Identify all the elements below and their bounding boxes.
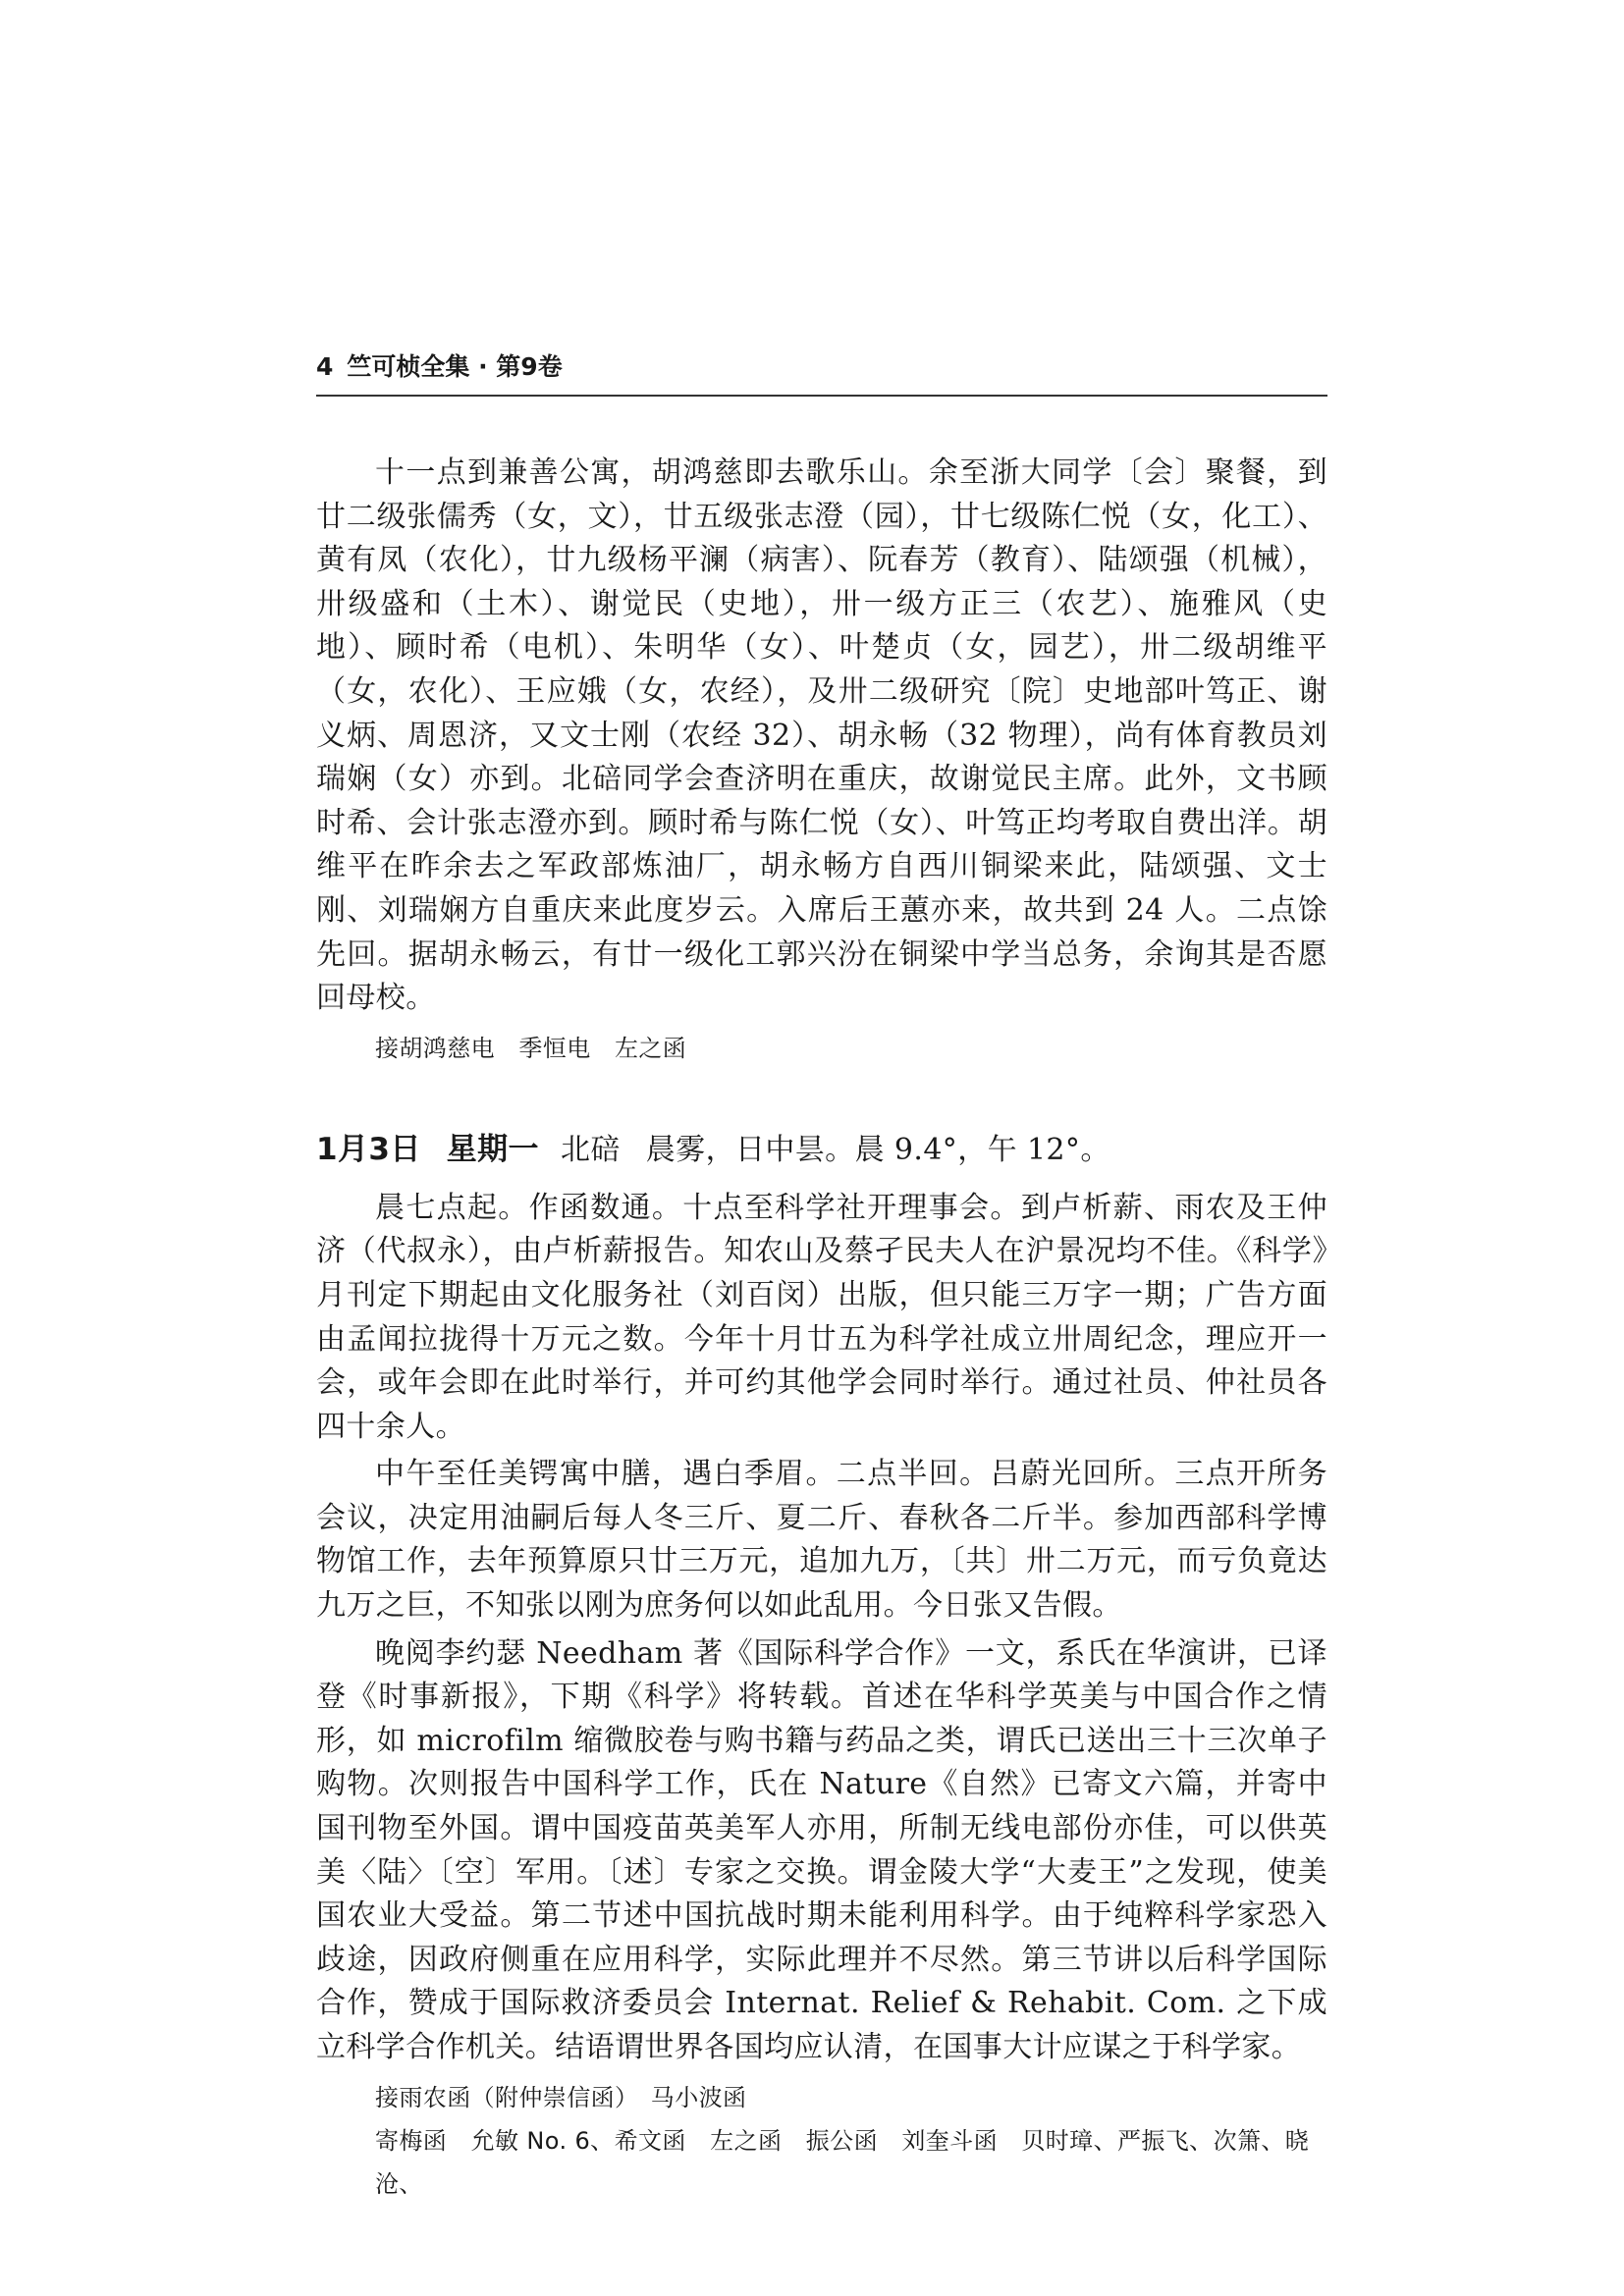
entry2-paragraph-1: 晨七点起。作函数通。十点至科学社开理事会。到卢析薪、雨农及王仲济（代叔永），由卢析薪报告。知农山及蔡孑民夫人在沪景况均不佳。《科学》月刊定下期起由文化服务社（刘百闵）出版，但只能三万字一期；广告方面由孟闻拉拢得十万元之数。今年十月廿五为科学社成立卅周纪念，理应开一会，或年会即在此时举行，并可约其他学会同时举行。通过社员、仲社员各四十余人。 <box>316 1190 1327 1444</box>
page-number: 4 <box>316 352 334 381</box>
running-header <box>316 346 1327 397</box>
entry2-place: 北碚 <box>560 1132 621 1167</box>
entry2-heading <box>316 1127 1327 1173</box>
entry2-received-note: 接雨农函（附仲崇信函） 马小波函 <box>375 2083 747 2111</box>
book-title: 竺可桢全集 · 第9卷 <box>347 352 563 381</box>
entry2-sent-note: 寄梅函 允敏 No. 6、希文函 左之函 振公函 刘奎斗函 贝时璋、严振飞、次箫、晓沧、 <box>375 2126 1310 2198</box>
entry2-weekday: 星期一 <box>446 1131 539 1167</box>
entry2-paragraph-3: 晚阅李约瑟 Needham 著《国际科学合作》一文，系氏在华演讲，已译登《时事新报》，下期《科学》将转载。首述在华科学英美与中国合作之情形，如 microfilm 缩微胶卷与购书籍与药品之类，谓氏已送出三十三次单子购物。次则报告中国科学工作，氏在 Nature《自然》已寄文六篇，并寄中国刊物至外国。谓中国疫苗英美军人亦用，所制无线电部份亦佳，可以供英美〈陆〉〔空〕军用。〔述〕专家之交换。谓金陵大学“大麦王”之发现，使美国农业大受益。第二节述中国抗战时期未能利用科学。由于纯粹科学家恐入歧途，因政府侧重在应用科学，实际此理并不尽然。第三节讲以后科学国际合作，赞成于国际救济委员会 Internat. Relief & Rehabit. Com. 之下成立科学合作机关。结语谓世界各国均应认清，在国事大计应谋之于科学家。 <box>316 1635 1327 2064</box>
entry1-correspondence-note: 接胡鸿慈电 季恒电 左之函 <box>375 1034 687 1062</box>
entry2-paragraph-2: 中午至任美锷寓中膳，遇白季眉。二点半回。吕蔚光回所。三点开所务会议，决定用油嗣后每人冬三斤、夏二斤、春秋各二斤半。参加西部科学博物馆工作，去年预算原只廿三万元，追加九万，〔共〕卅二万元，而亏负竟达九万之巨，不知张以刚为庶务何以如此乱用。今日张又告假。 <box>316 1457 1327 1624</box>
diary-body <box>316 452 1327 2206</box>
entry1-paragraph: 十一点到兼善公寓，胡鸿慈即去歌乐山。余至浙大同学〔会〕聚餐，到廿二级张儒秀（女，文），廿五级张志澄（园），廿七级陈仁悦（女，化工）、黄有凤（农化），廿九级杨平澜（病害）、阮春芳（教育）、陆颂强（机械），卅级盛和（土木）、谢觉民（史地），卅一级方正三（农艺）、施雅风（史地）、顾时希（电机）、朱明华（女）、叶楚贞（女，园艺），卅二级胡维平（女，农化）、王应娥（女，农经），及卅二级研究〔院〕史地部叶笃正、谢义炳、周恩济，又文士刚（农经 32）、胡永畅（32 物理），尚有体育教员刘瑞娴（女）亦到。北碚同学会查济明在重庆，故谢觉民主席。此外，文书顾时希、会计张志澄亦到。顾时希与陈仁悦（女）、叶笃正均考取自费出洋。胡维平在昨余去之军政部炼油厂，胡永畅方自西川铜梁来此，陆颂强、文士刚、刘瑞娴方自重庆来此度岁云。入席后王蕙亦来，故共到 24 人。二点馀先回。据胡永畅云，有廿一级化工郭兴汾在铜梁中学当总务，余询其是否愿回母校。 <box>316 455 1327 1016</box>
entry2-date: 1月3日 <box>316 1131 421 1167</box>
entry2-weather: 晨雾，日中昙。晨 9.4°，午 12°。 <box>645 1132 1110 1167</box>
